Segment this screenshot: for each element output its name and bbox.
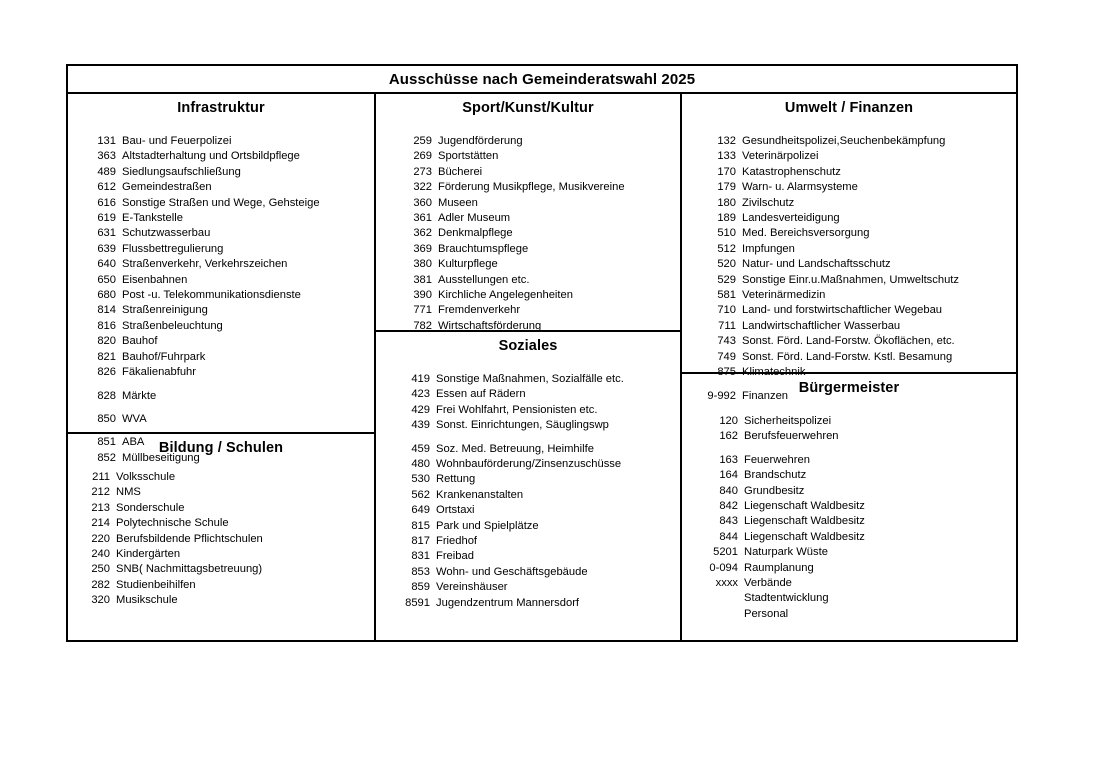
- entry-label: Kirchliche Angelegenheiten: [438, 289, 573, 302]
- entry-label: Museen: [438, 196, 478, 209]
- entry-code: 0-094: [709, 561, 738, 574]
- entry-label: SNB( Nachmittagsbetreuung): [116, 563, 263, 576]
- entry-code: 612: [97, 181, 116, 194]
- panel-sport: [376, 94, 680, 330]
- entry-code: 423: [411, 388, 430, 401]
- panel-bildung: [68, 432, 374, 640]
- entry-label: WVA: [122, 412, 147, 425]
- entry-list-bildung: [68, 458, 374, 609]
- list-item: [398, 457, 680, 472]
- list-item: [698, 273, 1016, 288]
- list-item: [406, 149, 680, 164]
- list-item: [698, 350, 1016, 365]
- entry-label: Liegenschaft Waldbesitz: [744, 530, 865, 543]
- entry-code: 616: [97, 196, 116, 209]
- list-item: [698, 242, 1016, 257]
- list-item: [406, 273, 680, 288]
- entry-label: Landwirtschaftlicher Wasserbau: [742, 319, 901, 332]
- entry-label: Sportstätten: [438, 150, 499, 163]
- list-item: [398, 472, 680, 487]
- entry-code: 650: [97, 273, 116, 286]
- list-item: [698, 545, 1016, 560]
- entry-code: 510: [717, 227, 736, 240]
- entry-label: ABA: [122, 436, 145, 449]
- entry-label: Rettung: [436, 473, 476, 486]
- entry-label: Sonderschule: [116, 501, 185, 514]
- list-item: [90, 273, 374, 288]
- entry-label: Sonst. Förd. Land-Forstw. Ökoflächen, etc.: [742, 335, 955, 348]
- entry-label: Brauchtumspflege: [438, 242, 529, 255]
- entry-code: 132: [717, 135, 736, 147]
- list-item: [90, 211, 374, 226]
- list-item: [698, 165, 1016, 180]
- entry-label: Land- und forstwirtschaftlicher Wegebau: [742, 304, 943, 317]
- entry-code: 782: [413, 319, 432, 332]
- entry-code: 162: [719, 430, 738, 443]
- entry-label: Veterinärmedizin: [742, 289, 826, 302]
- entry-label: Raumplanung: [744, 561, 814, 574]
- entry-label: Natur- und Landschaftsschutz: [742, 258, 891, 271]
- entry-label: Jugendförderung: [438, 135, 523, 147]
- entry-list-soziales: [376, 356, 680, 611]
- list-item: [698, 576, 1016, 591]
- document-title: Ausschüsse nach Gemeinderatswahl 2025: [388, 70, 696, 88]
- list-item: [406, 288, 680, 303]
- entry-code: 859: [411, 581, 430, 594]
- entry-label: Sicherheitspolizei: [744, 415, 832, 427]
- entry-label: Fäkalienabfuhr: [122, 366, 197, 379]
- entry-code: 639: [97, 242, 116, 255]
- entry-list-umwelt: [682, 118, 1016, 404]
- entry-code: 273: [413, 165, 432, 178]
- entry-code: 213: [91, 501, 110, 514]
- list-item: [80, 501, 374, 516]
- entry-label: Förderung Musikpflege, Musikvereine: [438, 181, 625, 194]
- list-item: [698, 149, 1016, 164]
- entry-code: 649: [411, 504, 430, 517]
- entry-label: Straßenreinigung: [122, 304, 208, 317]
- list-item: [80, 547, 374, 562]
- entry-label: Altstadterhaltung und Ortsbildpflege: [122, 150, 300, 163]
- entry-label: Gesundheitspolizei,Seuchenbekämpfung: [742, 135, 946, 147]
- entry-code: 360: [413, 196, 432, 209]
- entry-label: Adler Museum: [438, 212, 511, 225]
- entry-code: 133: [717, 150, 736, 163]
- entry-code: 362: [413, 227, 432, 240]
- entry-code: 322: [413, 181, 432, 194]
- entry-label: Stadtentwicklung: [744, 592, 829, 605]
- entry-code: 749: [717, 350, 736, 363]
- entry-code: 8591: [405, 596, 430, 609]
- list-item: [698, 180, 1016, 195]
- entry-label: Soz. Med. Betreuung, Heimhilfe: [436, 442, 594, 455]
- list-item: [398, 403, 680, 418]
- entry-label: Straßenverkehr, Verkehrszeichen: [122, 258, 288, 271]
- list-item: [90, 196, 374, 211]
- entry-code: 562: [411, 488, 430, 501]
- entry-label: Sonst. Förd. Land-Forstw. Kstl. Besamung: [742, 350, 953, 363]
- panel-title-infrastruktur: Infrastruktur: [177, 100, 265, 116]
- entry-label: Grundbesitz: [744, 484, 805, 497]
- entry-label: Bauhof/Fuhrpark: [122, 350, 206, 363]
- entry-label: Musikschule: [116, 594, 178, 607]
- document-title-row: [68, 66, 1016, 94]
- entry-code: [698, 591, 744, 606]
- list-item: [90, 303, 374, 318]
- list-item: [90, 257, 374, 272]
- entry-label: Volksschule: [116, 471, 176, 483]
- entry-code: 875: [717, 366, 736, 379]
- entry-code: 240: [91, 548, 110, 561]
- entry-code: 439: [411, 419, 430, 432]
- list-item: [698, 303, 1016, 318]
- entry-list-infrastruktur: [68, 118, 374, 466]
- entry-code: 480: [411, 458, 430, 471]
- list-item: [90, 180, 374, 195]
- list-item: [398, 549, 680, 564]
- entry-code: 815: [411, 519, 430, 532]
- list-item: [90, 350, 374, 365]
- list-item: [90, 412, 374, 427]
- list-item: [698, 607, 1016, 622]
- list-item: [698, 530, 1016, 545]
- entry-label: Personal: [744, 607, 789, 620]
- entry-label: Sonstige Straßen und Wege, Gehsteige: [122, 196, 320, 209]
- entry-label: Berufsbildende Pflichtschulen: [116, 532, 263, 545]
- entry-code: 214: [91, 517, 110, 530]
- list-item: [90, 134, 374, 149]
- list-item: [398, 418, 680, 433]
- entry-code: 842: [719, 500, 738, 513]
- entry-code: 743: [717, 335, 736, 348]
- entry-label: Fremdenverkehr: [438, 304, 521, 317]
- entry-code: 361: [413, 212, 432, 225]
- entry-code: 170: [717, 165, 736, 178]
- list-item: [698, 484, 1016, 499]
- entry-code: 320: [91, 594, 110, 607]
- list-item: [90, 288, 374, 303]
- entry-label: Jugendzentrum Mannersdorf: [436, 596, 580, 609]
- entry-label: Verbände: [744, 577, 792, 590]
- list-item: [698, 319, 1016, 334]
- entry-label: Friedhof: [436, 535, 478, 548]
- entry-label: Post -u. Telekommunikationsdienste: [122, 289, 301, 302]
- list-item: [398, 519, 680, 534]
- entry-label: Ortstaxi: [436, 504, 475, 517]
- entry-label: Siedlungsaufschließung: [122, 165, 241, 178]
- entry-code: 369: [413, 242, 432, 255]
- list-item: [698, 211, 1016, 226]
- entry-label: Zivilschutz: [742, 196, 795, 209]
- list-item: [406, 165, 680, 180]
- entry-label: Berufsfeuerwehren: [744, 430, 839, 443]
- entry-code: 5201: [713, 546, 738, 559]
- entry-code: 852: [97, 451, 116, 464]
- entry-code: xxxx: [715, 577, 738, 590]
- entry-list-buergermeister: [682, 398, 1016, 622]
- table-columns: [68, 94, 1016, 640]
- committee-table: [66, 64, 1018, 642]
- list-item: [698, 226, 1016, 241]
- list-item: [698, 468, 1016, 483]
- entry-label: Wirtschaftsförderung: [438, 319, 542, 332]
- list-item: [698, 591, 1016, 606]
- entry-code: 820: [97, 335, 116, 348]
- list-item: [698, 334, 1016, 349]
- list-item: [698, 561, 1016, 576]
- entry-label: Ausstellungen etc.: [438, 273, 530, 286]
- list-item: [80, 562, 374, 577]
- entry-label: Schutzwasserbau: [122, 227, 211, 240]
- entry-code: 189: [717, 212, 736, 225]
- entry-code: 381: [413, 273, 432, 286]
- list-item: [698, 429, 1016, 444]
- entry-code: 581: [717, 289, 736, 302]
- entry-code: 851: [97, 436, 116, 449]
- entry-code: 259: [413, 135, 432, 147]
- entry-label: Eisenbahnen: [122, 273, 188, 286]
- panel-buergermeister: [682, 372, 1016, 640]
- entry-code: 363: [97, 150, 116, 163]
- list-item: [90, 389, 374, 404]
- entry-code: 710: [717, 304, 736, 317]
- entry-code: 520: [717, 258, 736, 271]
- entry-code: 163: [719, 453, 738, 466]
- list-item: [90, 165, 374, 180]
- entry-code: 459: [411, 442, 430, 455]
- entry-label: Warn- u. Alarmsysteme: [742, 181, 858, 194]
- list-item: [80, 578, 374, 593]
- list-item: [406, 196, 680, 211]
- entry-code: 220: [91, 532, 110, 545]
- entry-label: Sonst. Einrichtungen, Säuglingswp: [436, 419, 609, 432]
- entry-code: 419: [411, 373, 430, 385]
- list-item: [80, 516, 374, 531]
- entry-code: 619: [97, 212, 116, 225]
- entry-code: 816: [97, 319, 116, 332]
- list-item: [398, 534, 680, 549]
- panel-title-soziales: Soziales: [498, 338, 558, 354]
- column-right: [682, 94, 1016, 640]
- list-item: [698, 196, 1016, 211]
- list-item: [90, 149, 374, 164]
- entry-label: Müllbeseitigung: [122, 451, 200, 464]
- entry-code: 9-992: [707, 389, 736, 402]
- entry-label: Märkte: [122, 389, 157, 402]
- list-item: [80, 593, 374, 608]
- list-item: [398, 503, 680, 518]
- entry-code: 817: [411, 535, 430, 548]
- entry-label: Bauhof: [122, 335, 158, 348]
- entry-label: Klimatechnik: [742, 366, 806, 379]
- entry-label: Kindergärten: [116, 548, 181, 561]
- entry-label: Katastrophenschutz: [742, 165, 841, 178]
- entry-label: Wohnbauförderung/Zinsenzuschüsse: [436, 458, 622, 471]
- entry-label: Wohn- und Geschäftsgebäude: [436, 565, 588, 578]
- list-item: [406, 303, 680, 318]
- entry-code: 640: [97, 258, 116, 271]
- list-item: [398, 565, 680, 580]
- entry-label: Naturpark Wüste: [744, 546, 828, 559]
- entry-code: 164: [719, 469, 738, 482]
- entry-code: 269: [413, 150, 432, 163]
- entry-label: Bücherei: [438, 165, 483, 178]
- entry-code: 512: [717, 242, 736, 255]
- entry-label: NMS: [116, 486, 141, 499]
- entry-label: Feuerwehren: [744, 453, 810, 466]
- list-item: [90, 334, 374, 349]
- entry-code: 840: [719, 484, 738, 497]
- panel-title-umwelt: Umwelt / Finanzen: [784, 100, 914, 116]
- entry-code: 631: [97, 227, 116, 240]
- panel-title-bildung: Bildung / Schulen: [158, 440, 284, 456]
- list-item: [406, 134, 680, 149]
- entry-code: 529: [717, 273, 736, 286]
- entry-label: Landesverteidigung: [742, 212, 840, 225]
- list-item: [398, 580, 680, 595]
- entry-label: Kulturpflege: [438, 258, 498, 271]
- entry-label: Freibad: [436, 550, 474, 563]
- entry-label: Gemeindestraßen: [122, 181, 212, 194]
- list-item: [698, 257, 1016, 272]
- list-item: [698, 453, 1016, 468]
- entry-label: Krankenanstalten: [436, 488, 524, 501]
- entry-code: 831: [411, 550, 430, 563]
- entry-label: Med. Bereichsversorgung: [742, 227, 870, 240]
- list-item: [80, 485, 374, 500]
- entry-code: 771: [413, 304, 432, 317]
- entry-label: Liegenschaft Waldbesitz: [744, 515, 865, 528]
- list-item: [698, 499, 1016, 514]
- list-item: [80, 532, 374, 547]
- panel-soziales: [376, 330, 680, 640]
- list-item: [698, 414, 1016, 429]
- entry-code: 131: [97, 135, 116, 147]
- entry-label: Flussbettregulierung: [122, 242, 224, 255]
- entry-label: Sonstige Maßnahmen, Sozialfälle etc.: [436, 373, 624, 385]
- list-item: [398, 442, 680, 457]
- list-item: [406, 180, 680, 195]
- entry-code: 211: [92, 471, 110, 483]
- entry-code: 853: [411, 565, 430, 578]
- entry-label: Denkmalpflege: [438, 227, 513, 240]
- list-item: [80, 470, 374, 485]
- list-item: [398, 387, 680, 402]
- entry-label: Essen auf Rädern: [436, 388, 526, 401]
- entry-label: Veterinärpolizei: [742, 150, 819, 163]
- entry-code: [698, 607, 744, 622]
- entry-code: 120: [719, 415, 738, 427]
- list-item: [698, 288, 1016, 303]
- entry-label: Bau- und Feuerpolizei: [122, 135, 232, 147]
- entry-code: 179: [717, 181, 736, 194]
- panel-title-sport: Sport/Kunst/Kultur: [462, 100, 594, 116]
- entry-code: 828: [97, 389, 116, 402]
- entry-code: 530: [411, 473, 430, 486]
- entry-label: Impfungen: [742, 242, 795, 255]
- entry-code: 680: [97, 289, 116, 302]
- list-item: [90, 319, 374, 334]
- list-item: [406, 226, 680, 241]
- entry-label: Liegenschaft Waldbesitz: [744, 500, 865, 513]
- entry-label: Polytechnische Schule: [116, 517, 229, 530]
- entry-label: Straßenbeleuchtung: [122, 319, 223, 332]
- entry-code: 711: [718, 319, 736, 332]
- entry-code: 814: [97, 304, 116, 317]
- entry-code: 826: [97, 366, 116, 379]
- entry-list-sport: [376, 118, 680, 334]
- entry-code: 282: [91, 578, 110, 591]
- entry-label: E-Tankstelle: [122, 212, 183, 225]
- entry-code: 180: [717, 196, 736, 209]
- list-item: [398, 596, 680, 611]
- list-item: [698, 134, 1016, 149]
- entry-code: 380: [413, 258, 432, 271]
- entry-code: 489: [97, 165, 116, 178]
- entry-label: Vereinshäuser: [436, 581, 508, 594]
- entry-code: 850: [97, 412, 116, 425]
- entry-code: 212: [91, 486, 110, 499]
- entry-code: 429: [411, 403, 430, 416]
- entry-code: 844: [719, 530, 738, 543]
- list-item: [406, 211, 680, 226]
- entry-label: Finanzen: [742, 389, 789, 402]
- entry-label: Brandschutz: [744, 469, 807, 482]
- list-item: [406, 242, 680, 257]
- list-item: [398, 372, 680, 387]
- panel-title-buergermeister: Bürgermeister: [798, 380, 900, 396]
- entry-code: 821: [97, 350, 116, 363]
- list-item: [698, 514, 1016, 529]
- list-item: [90, 242, 374, 257]
- entry-code: 843: [719, 515, 738, 528]
- list-item: [90, 226, 374, 241]
- entry-label: Frei Wohlfahrt, Pensionisten etc.: [436, 403, 598, 416]
- entry-code: 390: [413, 289, 432, 302]
- list-item: [406, 257, 680, 272]
- entry-label: Sonstige Einr.u.Maßnahmen, Umweltschutz: [742, 273, 960, 286]
- column-middle: [376, 94, 682, 640]
- column-left: [68, 94, 376, 640]
- entry-label: Park und Spielplätze: [436, 519, 539, 532]
- list-item: [90, 365, 374, 380]
- list-item: [398, 488, 680, 503]
- entry-label: Studienbeihilfen: [116, 578, 196, 591]
- entry-code: 250: [91, 563, 110, 576]
